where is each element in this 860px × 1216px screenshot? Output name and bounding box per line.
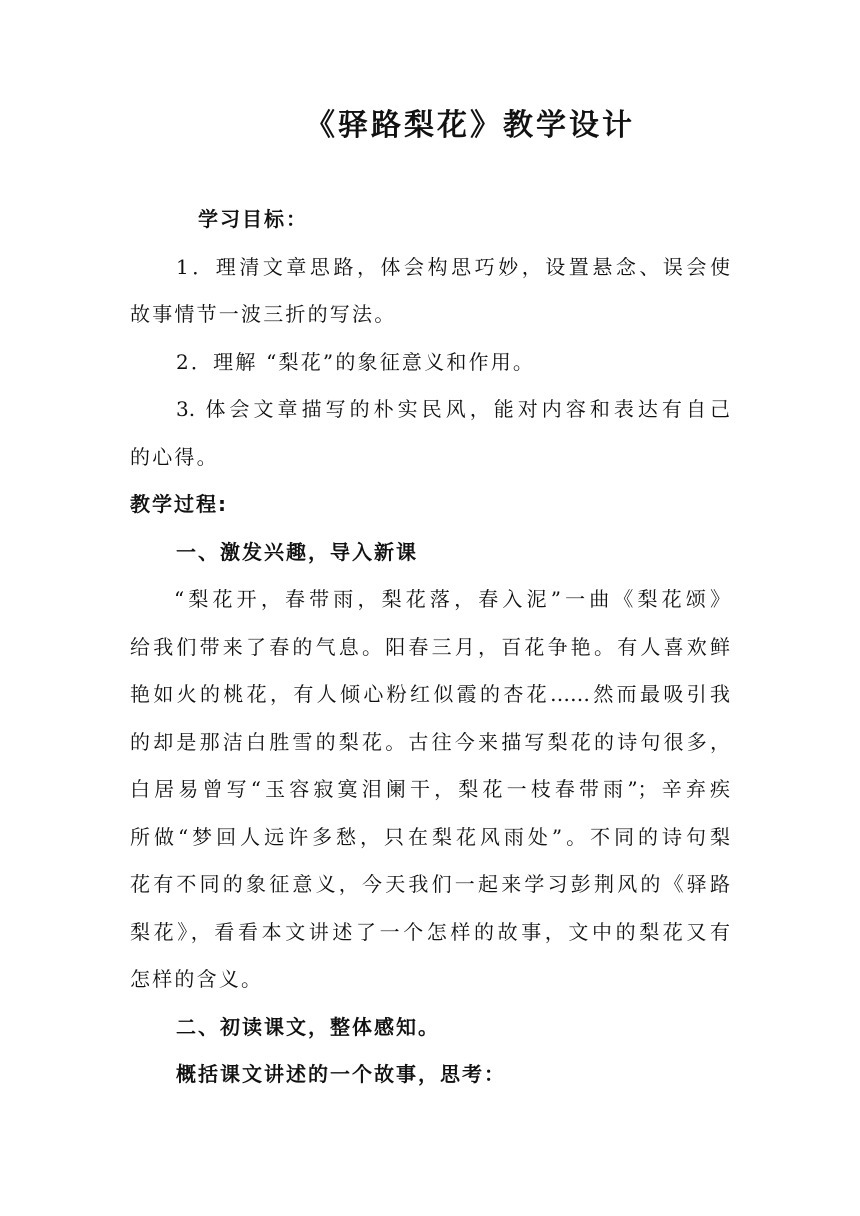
section-1-paragraph-line: 所做“梦回人远许多愁，只在梨花风雨处”。不同的诗句梨 [130,824,730,849]
document-body [130,196,730,1099]
objective-item-3-line-2: 的心得。 [130,444,219,469]
objective-item-3-line-1: 3. 体会文章描写的朴实民风，能对内容和表达有自己 [176,397,730,421]
objectives-heading: 学习目标： [198,207,308,231]
section-1-paragraph-line: 给我们带来了春的气息。阳春三月，百花争艳。有人喜欢鲜 [130,634,730,659]
document-title: 《驿路梨花》教学设计 [305,108,635,143]
section-1-paragraph-line: 梨花》，看看本文讲述了一个怎样的故事，文中的梨花又有 [130,919,730,944]
section-1-paragraph-line: 怎样的含义。 [130,967,264,991]
process-heading: 教学过程: [130,492,228,516]
objective-item-2: 2．理解 “梨花”的象征意义和作用。 [176,349,536,374]
section-1-paragraph-line: 的却是那洁白胜雪的梨花。古往今来描写梨花的诗句很多， [130,729,730,754]
section-2-heading: 二、初读课文，整体感知。 [176,1014,440,1039]
section-1-paragraph-line: 艳如火的桃花，有人倾心粉红似霞的杏花……然而最吸引我 [130,682,730,706]
section-1-heading: 一、激发兴趣，导入新课 [176,539,418,564]
objective-item-1-line-1: 1．理清文章思路，体会构思巧妙，设置悬念、误会使 [176,254,730,279]
section-1-paragraph-line: 花有不同的象征意义，今天我们一起来学习彭荆风的《驿路 [130,872,730,896]
section-1-paragraph-line: “梨花开，春带雨，梨花落，春入泥”一曲《梨花颂》 [174,587,730,611]
section-2-prompt: 概括课文讲述的一个故事，思考： [176,1062,506,1086]
objective-item-1-line-2: 故事情节一波三折的写法。 [130,302,397,326]
section-1-paragraph-line: 白居易曾写“玉容寂寞泪阑干，梨花一枝春带雨”；辛弃疾 [130,777,730,801]
